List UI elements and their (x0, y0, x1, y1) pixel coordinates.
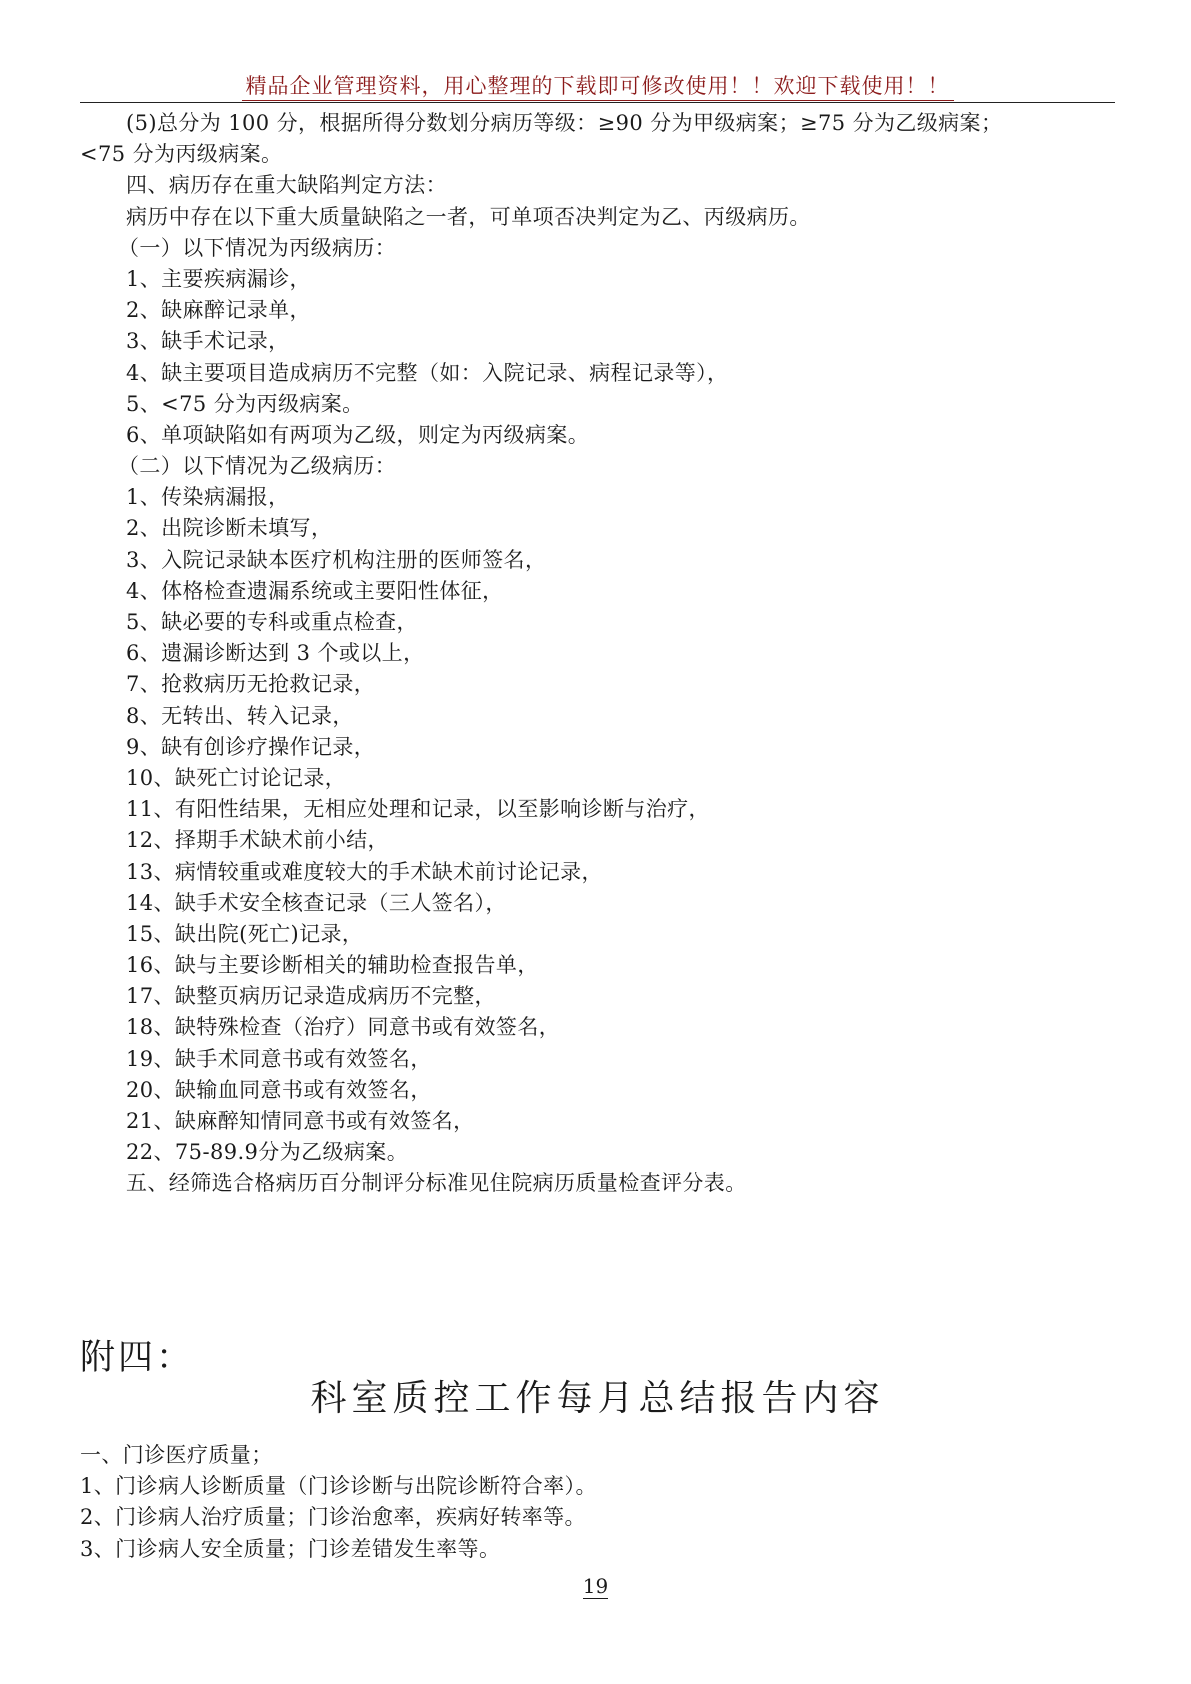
header-text (80, 70, 1115, 100)
list-item: 22、75-89.9分为乙级病案。 (126, 1140, 409, 1165)
list-item: 16、缺与主要诊断相关的辅助检查报告单， (126, 953, 539, 978)
list-item: 4、缺主要项目造成病历不完整（如：入院记录、病程记录等）， (126, 360, 729, 385)
page-number (0, 1574, 1191, 1598)
list-item: 14、缺手术安全核查记录（三人签名）， (126, 890, 507, 915)
group-1-title: （一）以下情况为丙级病历： (118, 235, 397, 260)
list-item: 8、无转出、转入记录， (126, 703, 354, 728)
page-number-text: 19 (582, 1574, 609, 1598)
header-banner-text: 精品企业管理资料，用心整理的下载即可修改使用！！欢迎下载使用！！ (242, 74, 954, 101)
appendix-label: 附四： (80, 1338, 195, 1378)
page-header (80, 70, 1115, 103)
list-item: 12、择期手术缺术前小结， (126, 828, 389, 853)
section-4-intro: 病历中存在以下重大质量缺陷之一者，可单项否决判定为乙、丙级病历。 (126, 204, 811, 229)
list-item: 17、缺整页病历记录造成病历不完整， (126, 984, 496, 1009)
list-item: 20、缺输血同意书或有效签名， (126, 1077, 432, 1102)
list-item: 15、缺出院(死亡)记录， (126, 921, 364, 946)
list-item: 2、缺麻醉记录单， (126, 298, 311, 323)
list-item: 6、单项缺陷如有两项为乙级，则定为丙级病案。 (126, 422, 590, 447)
appendix-item: 1、门诊病人诊断质量（门诊诊断与出院诊断符合率）。 (80, 1474, 597, 1499)
main-body (80, 108, 1115, 1200)
list-item: 21、缺麻醉知情同意书或有效签名， (126, 1109, 475, 1133)
list-item: 9、缺有创诊疗操作记录， (126, 734, 376, 759)
section-5: 五、经筛选合格病历百分制评分标准见住院病历质量检查评分表。 (126, 1171, 747, 1196)
list-item: 7、抢救病历无抢救记录， (126, 672, 376, 697)
list-item: 2、出院诊断未填写， (126, 516, 333, 541)
group-2-title: （二）以下情况为乙级病历： (118, 454, 397, 479)
group-2-list (80, 482, 1115, 1168)
paragraph-total-score-cont: <75 分为丙级病案。 (80, 142, 283, 167)
appendix-item: 一、门诊医疗质量； (80, 1443, 273, 1467)
list-item: 19、缺手术同意书或有效签名， (126, 1046, 432, 1071)
list-item: 3、入院记录缺本医疗机构注册的医师签名， (126, 547, 547, 572)
group-1-list (80, 264, 1115, 451)
appendix-item: 2、门诊病人治疗质量；门诊治愈率，疾病好转率等。 (80, 1505, 586, 1530)
list-item: 1、传染病漏报， (126, 485, 290, 510)
list-item: 5、缺必要的专科或重点检查， (126, 610, 418, 634)
list-item: 18、缺特殊检查（治疗）同意书或有效签名， (126, 1015, 561, 1040)
list-item: 5、<75 分为丙级病案。 (126, 391, 364, 416)
list-item: 4、体格检查遗漏系统或主要阳性体征， (126, 578, 504, 603)
appendix-title: 科室质控工作每月总结报告内容 (310, 1378, 885, 1419)
list-item: 3、缺手术记录， (126, 329, 290, 354)
section-4-title: 四、病历存在重大缺陷判定方法： (126, 173, 447, 198)
appendix-item: 3、门诊病人安全质量；门诊差错发生率等。 (80, 1536, 501, 1561)
list-item: 11、有阳性结果，无相应处理和记录，以至影响诊断与治疗， (126, 797, 710, 822)
list-item: 6、遗漏诊断达到 3 个或以上， (126, 641, 425, 666)
list-item: 13、病情较重或难度较大的手术缺术前讨论记录， (126, 859, 603, 884)
appendix-body (80, 1440, 1115, 1565)
list-item: 1、主要疾病漏诊， (126, 266, 311, 291)
paragraph-total-score: (5)总分为 100 分，根据所得分数划分病历等级：≥90 分为甲级病案；≥75 分为乙级病案； (126, 111, 1003, 135)
list-item: 10、缺死亡讨论记录， (126, 765, 347, 790)
